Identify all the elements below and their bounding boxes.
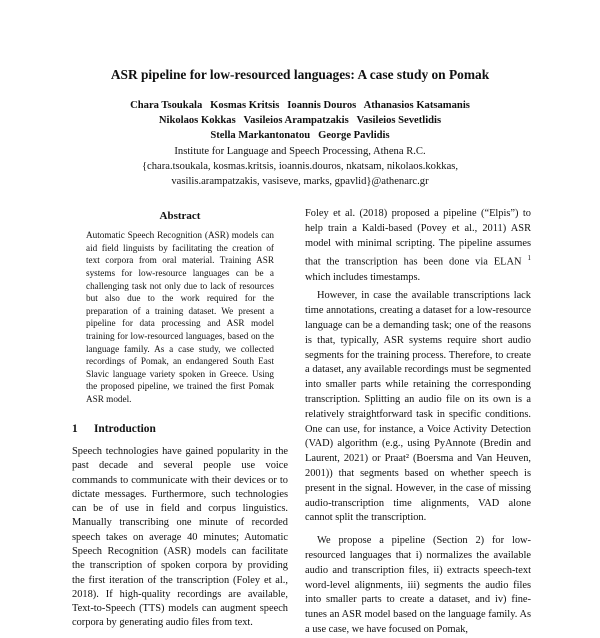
right-paragraph-3: We propose a pipeline (Section 2) for low-resourced languages that i) normalizes the available audio and transcription files, ii) extracts speech-text word-level alignments, iii) segments the audio files into smaller parts to create a dataset, and iv) fine-tunes an ASR model based on the language family. As a use case, we have focused on Pomak, <box>305 535 531 635</box>
right-column <box>305 207 531 638</box>
introduction-paragraph: Speech technologies have gained popularity in the past decade and several people use voice commands to communicate with their devices or to dictate messages. Furthermore, such technologies can be of use in field and corpus linguistics. Manually transcribing one minute of recorded speech takes on average 40 minutes; Automatic Speech Recognition (ASR) models can facilitate the transcription of spoken corpora by providing the first iteration of the transcription (Foley et al., 2018). If high-quality recordings are available, Text-to-Speech (TTS) models can augment speech corpora by generating audio files from text. <box>72 445 288 629</box>
section-title: Introduction <box>94 422 156 435</box>
affiliation: Institute for Language and Speech Processing, Athena R.C. <box>174 145 426 157</box>
author-block <box>0 98 600 189</box>
section-number: 1 <box>72 422 78 435</box>
authors-line-2: Nikolaos Kokkas Vasileios Arampatzakis Vasileios Sevetlidis <box>158 115 442 127</box>
left-column <box>72 209 288 631</box>
emails-line-2: vasilis.arampatzakis, vasiseve, marks, gpavlid}@athenarc.gr <box>171 176 429 188</box>
authors-line-3: Stella Markantonatou George Pavlidis <box>210 130 390 142</box>
right-paragraph-1-text: Foley et al. (2018) proposed a pipeline (“Elpis”) to help train a Kaldi-based (Povey et al., 2011) ASR model with minimal scripting. The pipeline assumes that the transcription has been done via ELAN <box>305 208 531 268</box>
footnote-marker: 1 <box>527 254 531 263</box>
abstract-heading: Abstract <box>159 210 201 222</box>
authors-line-1: Chara Tsoukala Kosmas Kritsis Ioannis Douros Athanasios Katsamanis <box>130 100 470 111</box>
paper-title: ASR pipeline for low-resourced languages: A case study on Pomak <box>110 67 490 82</box>
right-paragraph-1-end: which includes timestamps. <box>305 271 421 283</box>
introduction-heading <box>72 422 288 436</box>
right-paragraph-1 <box>305 207 531 285</box>
abstract-text: Automatic Speech Recognition (ASR) models can aid field linguists by facilitating the creation of text corpora from oral material. Training ASR systems for low-resource languages can be a challenging task not only due to lack of resources but also due to the work required for the preparation of a training dataset. We present a pipeline for data processing and ASR model training for low-resourced languages, based on the language family. As a case study, we collected recordings of Pomak, an endangered South East Slavic language variety spoken in Greece. Using the proposed pipeline, we trained the first Pomak ASR model. <box>86 230 274 405</box>
right-paragraph-2: However, in case the available transcriptions lack time annotations, creating a dataset for a low-resource language can be a demanding task; one of the reasons is that, typically, ASR systems require short audio segments for the training process. Therefore, to create a dataset, any available recordings must be segmented into smaller parts while retaining the corresponding transcription. Splitting an audio file on its own is a relatively straightforward task in specific conditions. One can use, for instance, a Voice Activity Detection (VAD) algorithm (e.g., using PyAnnote (Bredin and Laurent, 2021) or Praat² (Boersma and Van Heuven, 2001)) that segments based on whether speech is present in the signal. However, in the case of missing audio-transcription time alignments, VAD alone cannot split the transcription. <box>305 290 531 524</box>
emails-line-1: {chara.tsoukala, kosmas.kritsis, ioannis.douros, nkatsam, nikolaos.kokkas, <box>141 160 459 172</box>
